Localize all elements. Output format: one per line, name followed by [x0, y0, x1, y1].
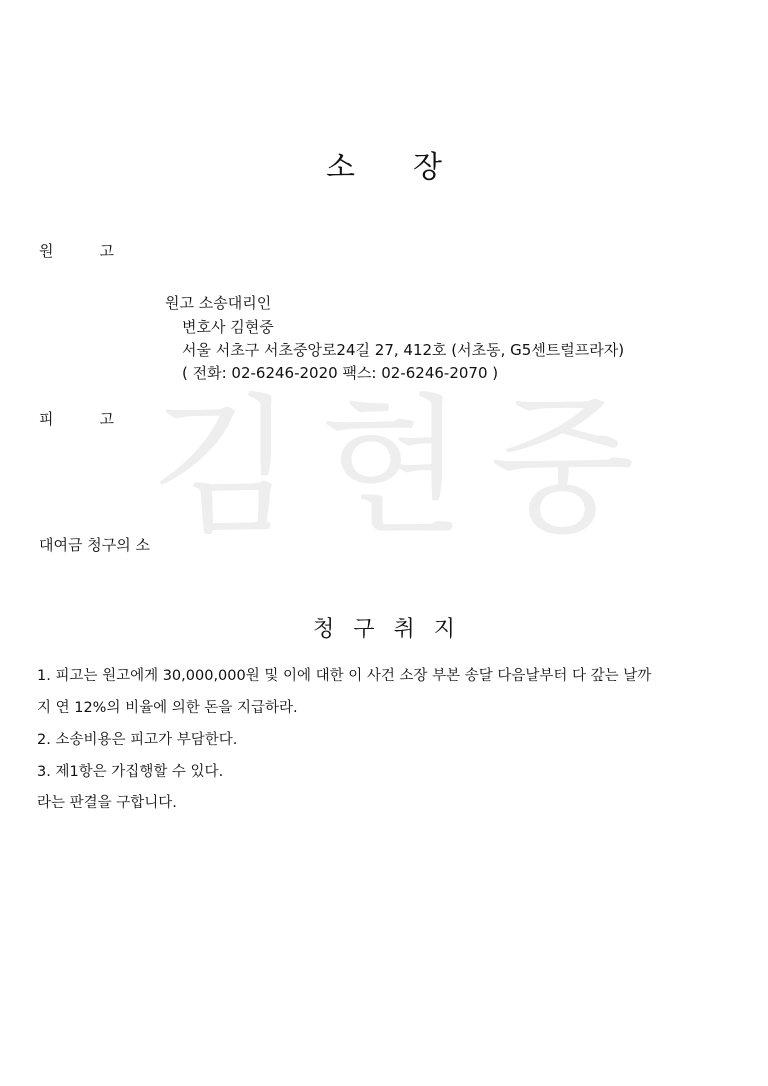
claim-line: 3. 제1항은 가집행할 수 있다.	[37, 764, 224, 780]
document-title	[0, 142, 768, 186]
title-char: 소	[326, 150, 355, 185]
defendant-label-char: 피	[39, 410, 54, 428]
watermark-name	[150, 383, 640, 553]
plaintiff-representative: 원고 소송대리인	[165, 294, 272, 312]
claim-title-char: 취	[393, 617, 415, 642]
claim-line: 2. 소송비용은 피고가 부담한다.	[37, 732, 238, 748]
claim-line: 지 연 12%의 비율에 의한 돈을 지급하라.	[37, 700, 298, 716]
claim-line: 라는 판결을 구합니다.	[37, 795, 177, 811]
title-char: 장	[413, 150, 442, 185]
case-name: 대여금 청구의 소	[39, 536, 150, 554]
claim-title-char: 구	[353, 617, 375, 642]
defendant-label-char: 고	[99, 410, 114, 428]
plaintiff-label-char: 고	[99, 242, 114, 260]
plaintiff-contact: ( 전화: 02-6246-2020 팩스: 02-6246-2070 )	[182, 364, 499, 382]
plaintiff-label-char: 원	[39, 242, 54, 260]
claim-title-char: 청	[312, 617, 335, 642]
watermark-char: 현	[320, 381, 465, 555]
plaintiff-label	[39, 240, 114, 261]
watermark-char: 중	[490, 381, 635, 555]
claim-line: 1. 피고는 원고에게 30,000,000원 및 이에 대한 이 사건 소장 부본 송달 다음날부터 다 갚는 날까	[37, 668, 652, 684]
claim-title-char: 지	[433, 617, 456, 642]
claim-section-title	[0, 612, 768, 643]
plaintiff-lawyer: 변호사 김현중	[182, 318, 274, 336]
defendant-label	[39, 408, 114, 429]
watermark-char: 김	[150, 381, 295, 555]
plaintiff-address: 서울 서초구 서초중앙로24길 27, 412호 (서초동, G5센트럴프라자)	[182, 341, 625, 359]
